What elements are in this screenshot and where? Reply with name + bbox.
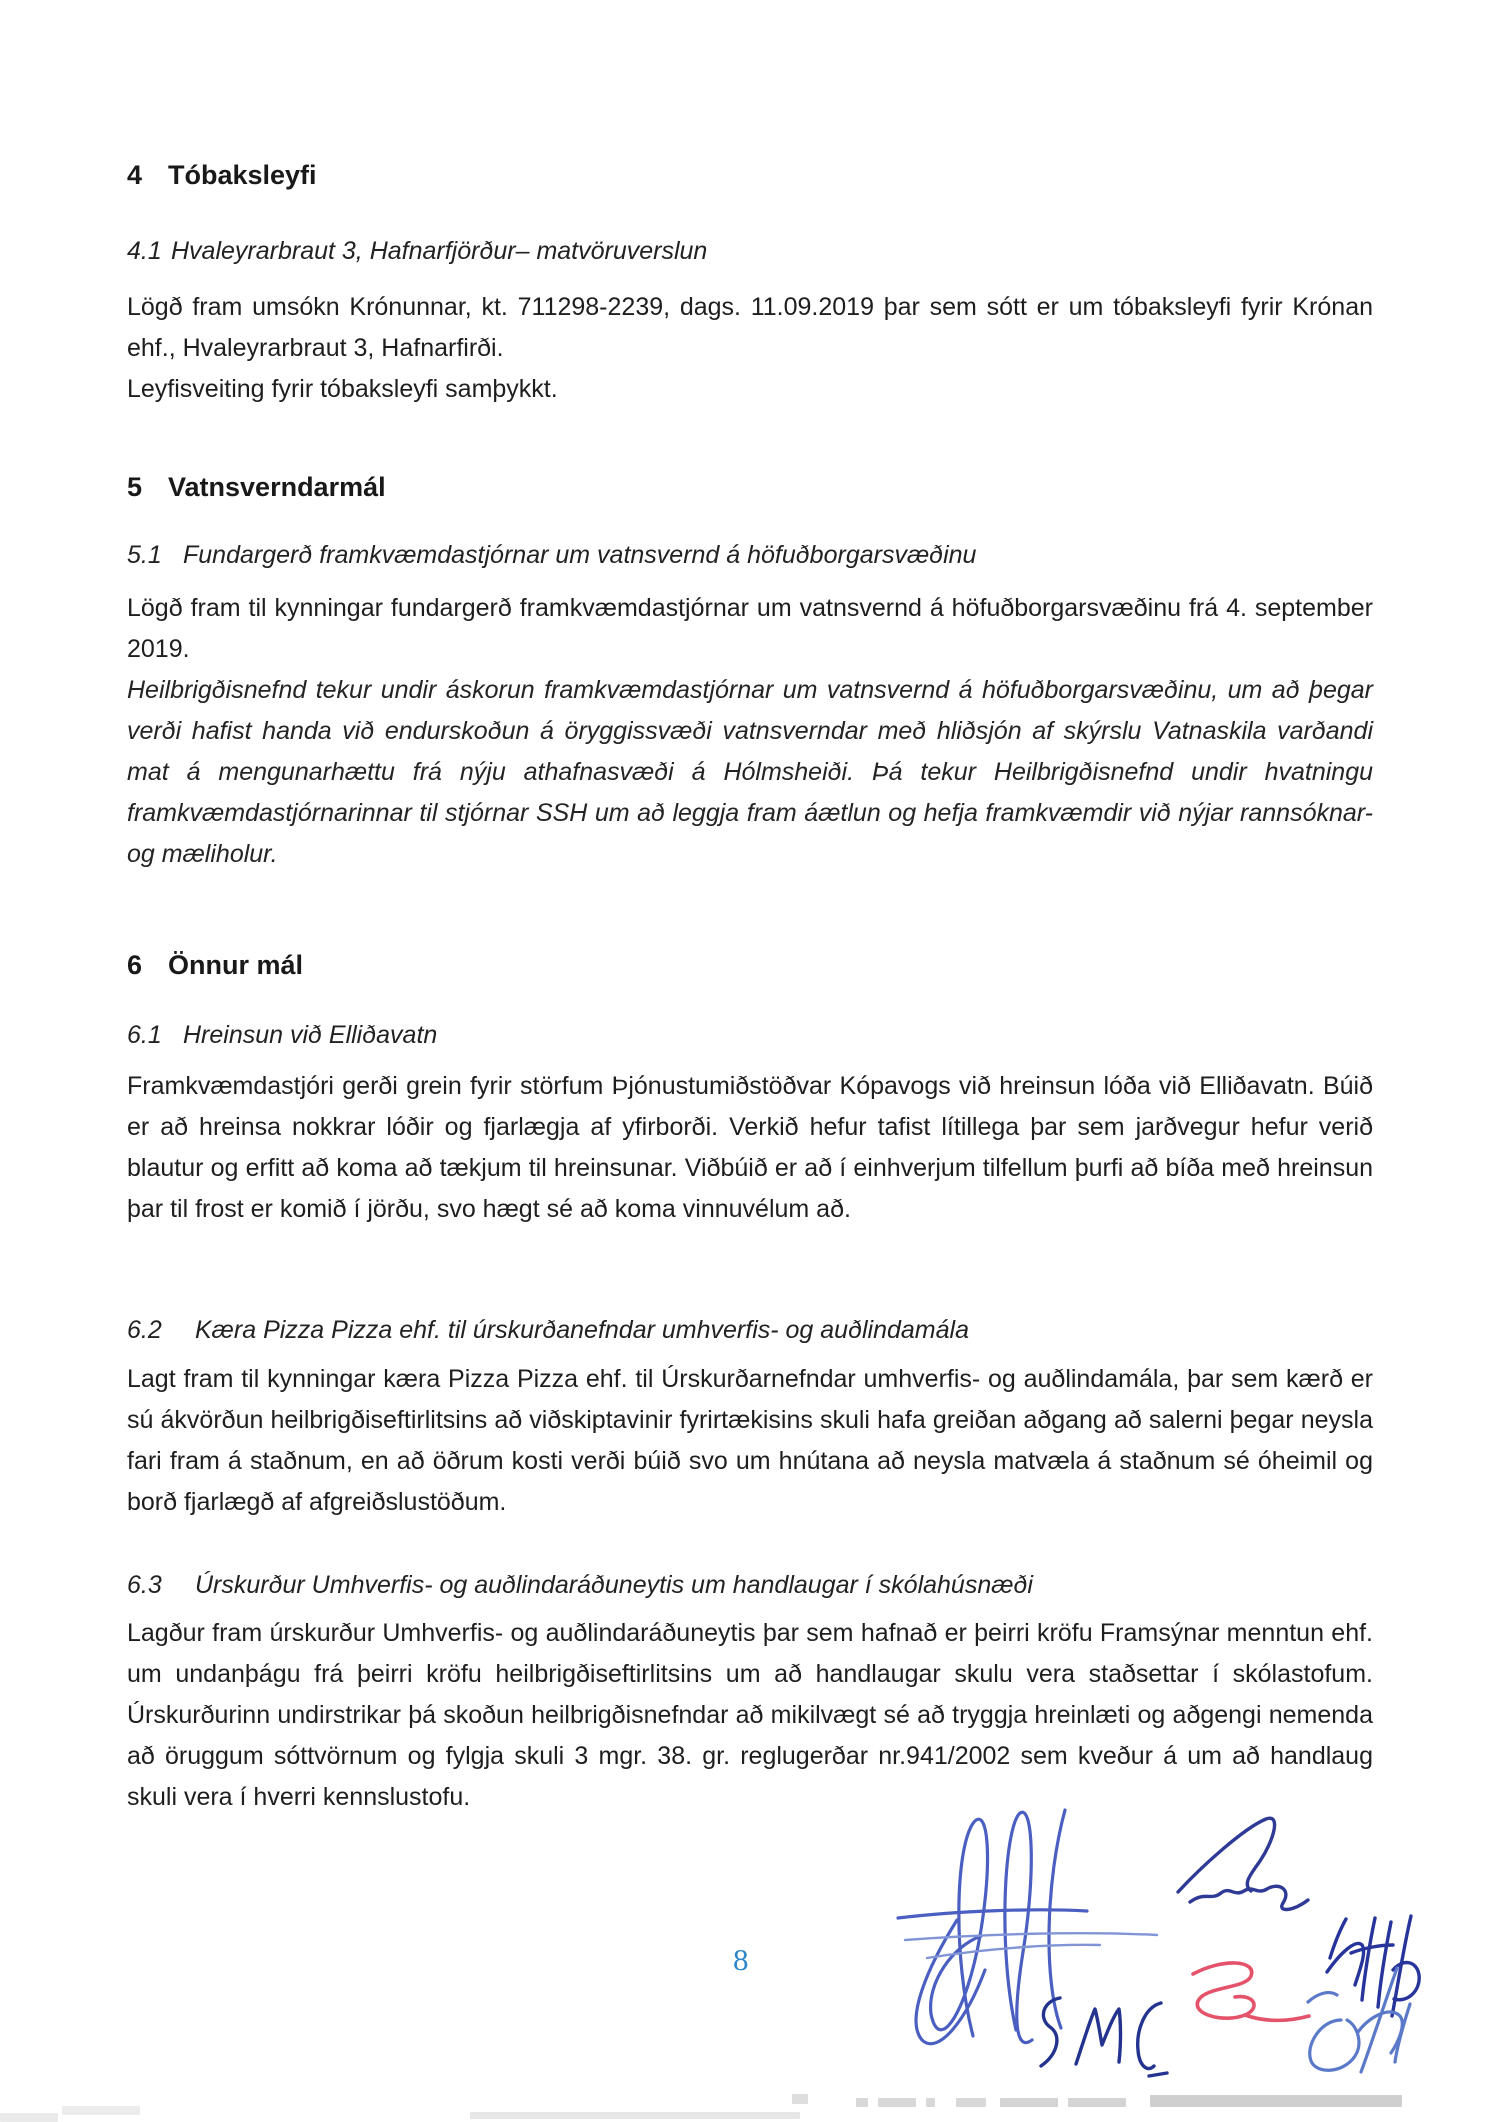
subsection-6-1-heading — [127, 1021, 1373, 1050]
subsection-4-1-number: 4.1 — [127, 237, 162, 265]
subsection-4-1-title: Hvaleyrarbraut 3, Hafnarfjörður– matvöruverslun — [171, 237, 708, 265]
signature-light-blue-flourish — [1300, 1960, 1422, 2080]
section-4-number: 4 — [127, 160, 143, 190]
section-4-title: Tóbaksleyfi — [168, 160, 317, 190]
subsection-5-1-number: 5.1 — [127, 541, 162, 569]
subsection-6-2-heading — [127, 1316, 1373, 1345]
section-5-title: Vatnsverndarmál — [168, 472, 386, 502]
page-number: 8 — [733, 1942, 749, 1977]
signature-initials-smg — [1028, 1982, 1190, 2094]
paragraph: Framkvæmdastjóri gerði grein fyrir störfum Þjónustumiðstöðvar Kópavogs við hreinsun lóða við Elliðavatn. Búið er að hreinsa nokkrar lóðir og fjarlægja af yfirborði. Verkið hefur tafist lítillega þar sem jarðvegur hefur verið blautur og erfitt að koma að tækjum til hreinsunar. Viðbúið er að í einhverjum tilfellum þurfi að bíða með hreinsun þar til frost er komið í jörðu, svo hægt sé að koma vinnuvélum að. — [127, 1072, 1373, 1223]
subsection-6-2-number: 6.2 — [127, 1316, 162, 1344]
subsection-5-1-title: Fundargerð framkvæmdastjórnar um vatnsvernd á höfuðborgarsvæðinu — [183, 541, 977, 569]
section-5-number: 5 — [127, 472, 143, 502]
subsection-6-3-number: 6.3 — [127, 1571, 162, 1599]
subsection-5-1-heading — [127, 541, 1373, 570]
subsection-4-1-heading — [127, 237, 1373, 266]
subsection-6-2-title: Kæra Pizza Pizza ehf. til úrskurðanefndar umhverfis- og auðlindamála — [195, 1316, 969, 1344]
paragraph-resolution: Heilbrigðisnefnd tekur undir áskorun framkvæmdastjórnar um vatnsvernd á höfuðborgarsvæðinu, um að þegar verði hafist handa við endurskoðun á öryggissvæði vatnsverndar með hliðsjón af skýrslu Vatnaskila varðandi mat á mengunarhættu frá nýju athafnasvæði á Hólmsheiði. Þá tekur Heilbrigðisnefnd undir hvatningu framkvæmdastjórnarinnar til stjórnar SSH um að leggja fram áætlun og hefja framkvæmdir við nýjar rannsóknar- og mæliholur. — [127, 676, 1373, 868]
subsection-6-1-title: Hreinsun við Elliðavatn — [183, 1021, 438, 1049]
section-6-number: 6 — [127, 950, 143, 980]
signature-navy-squiggle — [1172, 1812, 1314, 1928]
signature-red-loop — [1175, 1956, 1317, 2038]
paragraph: Lagður fram úrskurður Umhverfis- og auðlindaráðuneytis þar sem hafnað er þeirri kröfu Framsýnar menntun ehf. um undanþágu frá þeirri kröfu heilbrigðiseftirlitsins um að handlaugar skulu vera staðsettar í skólastofum. Úrskurðurinn undirstrikar þá skoðun heilbrigðisnefndar að mikilvægt sé að tryggja hreinlæti og aðgengi nemenda að öruggum sóttvörnum og fylgja skuli 3 mgr. 38. gr. reglugerðar nr.941/2002 sem kveður á um að handlaug skuli vera í hverri kennslustofu. — [127, 1619, 1373, 1811]
subsection-6-3-heading — [127, 1571, 1373, 1600]
section-5-heading — [127, 472, 1373, 503]
section-6-heading — [127, 950, 1373, 981]
paragraph: Lögð fram umsókn Krónunnar, kt. 711298-2239, dags. 11.09.2019 þar sem sótt er um tóbaksleyfi fyrir Krónan ehf., Hvaleyrarbraut 3, Hafnarfirði. — [127, 293, 1373, 362]
section-6-title: Önnur mál — [168, 950, 304, 980]
subsection-6-3-title: Úrskurður Umhverfis- og auðlindaráðuneytis um handlaugar í skólahúsnæði — [195, 1571, 1033, 1599]
subsection-6-1-number: 6.1 — [127, 1021, 162, 1049]
paragraph: Lögð fram til kynningar fundargerð framkvæmdastjórnar um vatnsvernd á höfuðborgarsvæðinu frá 4. september 2019. — [127, 594, 1373, 663]
section-4-heading — [127, 160, 1373, 191]
paragraph: Lagt fram til kynningar kæra Pizza Pizza ehf. til Úrskurðarnefndar umhverfis- og auðlindamála, þar sem kærð er sú ákvörðun heilbrigðiseftirlitsins að viðskiptavinir fyrirtækisins skuli hafa greiðan aðgang að salerni þegar neysla fari fram á staðnum, en að öðrum kosti verði búið svo um hnútana að neysla matvæla á staðnum sé óheimil og borð fjarlægð af afgreiðslustöðum. — [127, 1365, 1373, 1516]
paragraph: Leyfisveiting fyrir tóbaksleyfi samþykkt. — [127, 375, 558, 403]
